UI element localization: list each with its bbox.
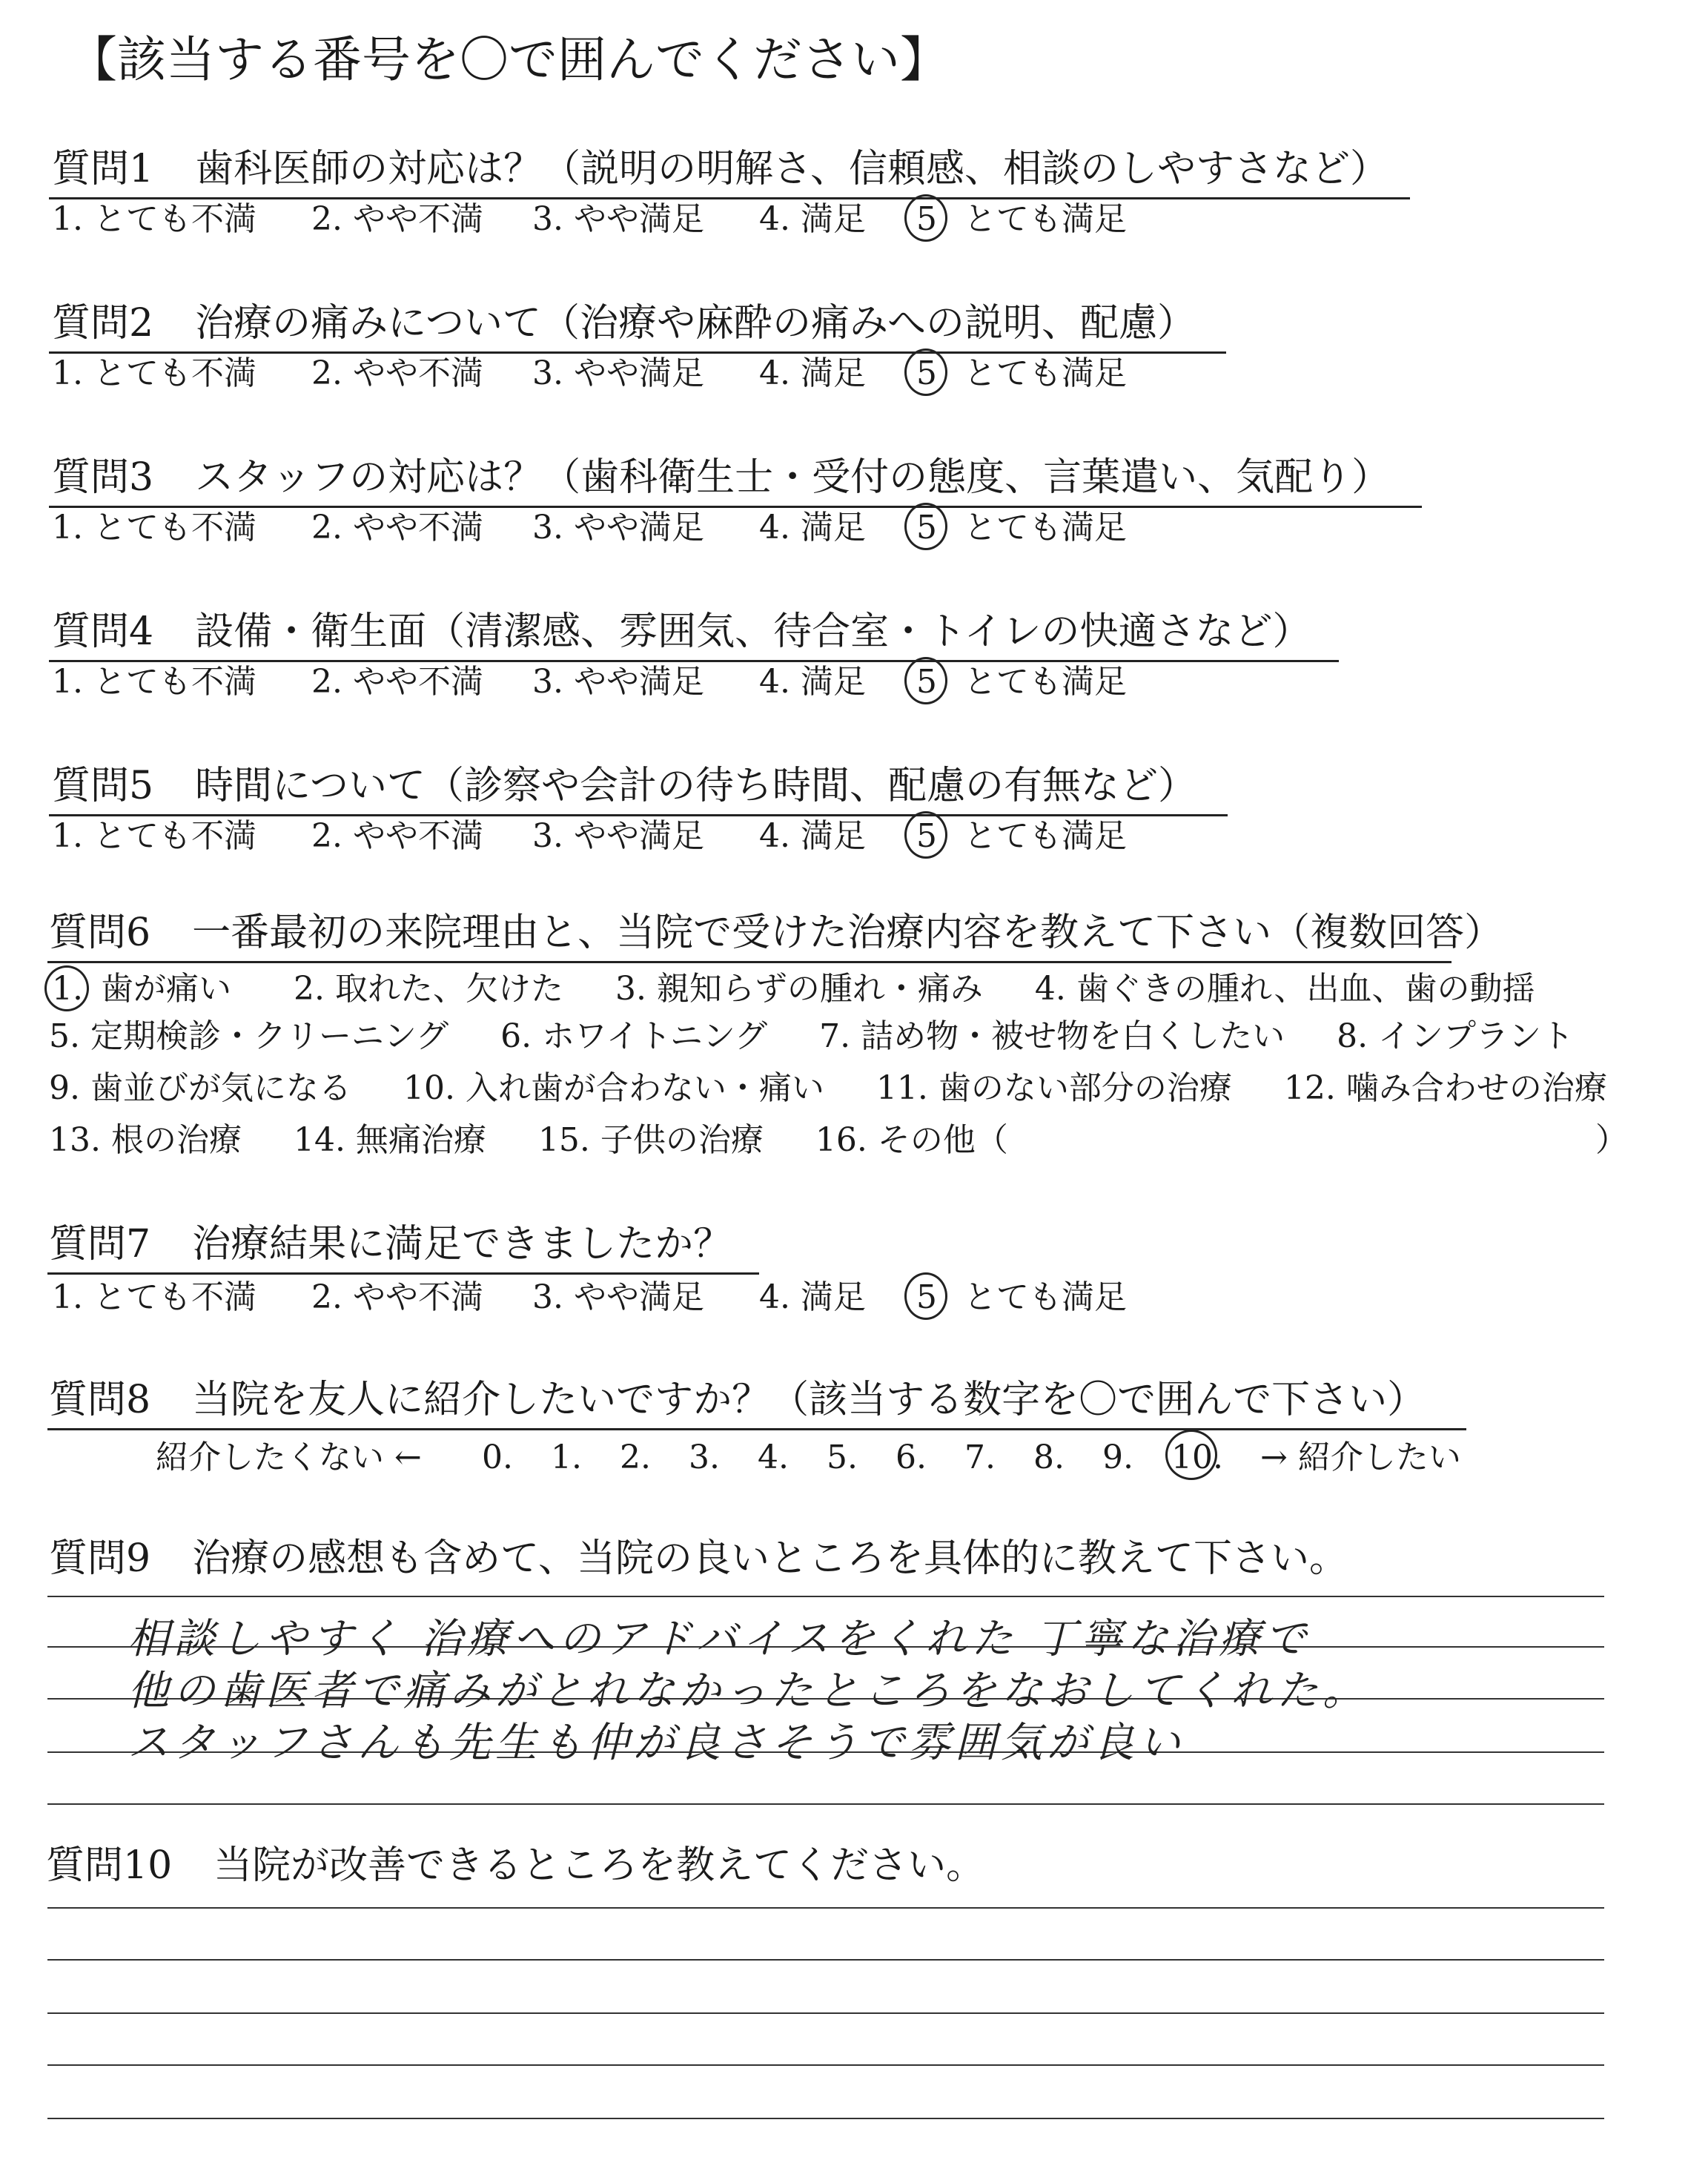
q4-option-5-text: とても満足 (964, 663, 1127, 701)
q1-underline (49, 197, 1410, 199)
q3-option-4[interactable]: 4. 満足 (759, 509, 866, 546)
q1-header (52, 147, 1389, 191)
q5-option-4[interactable]: 4. 満足 (759, 817, 866, 855)
q8-option-8[interactable]: 8. (1033, 1439, 1065, 1476)
q6-row-1 (52, 970, 1535, 1008)
q4-option-5-number[interactable]: 5 (916, 663, 937, 701)
q5-option-3[interactable]: 3. やや満足 (532, 817, 704, 855)
q6-option-14[interactable]: 14. 無痛治療 (293, 1121, 486, 1159)
q5-option-2[interactable]: 2. やや不満 (311, 817, 483, 855)
form-title: 【該当する番号を〇で囲んでください】 (68, 31, 949, 88)
q7-label: 質問7 (49, 1222, 151, 1266)
q10-text: 当院が改善できるところを教えてください。 (214, 1843, 985, 1888)
q9-rule-5 (47, 1803, 1604, 1805)
q1-option-4[interactable]: 4. 満足 (759, 200, 866, 238)
q8-text: 当院を友人に紹介したいですか？（該当する数字を〇で囲んで下さい） (192, 1378, 1426, 1422)
q8-option-9[interactable]: 9. (1102, 1439, 1133, 1476)
q8-option-4[interactable]: 4. (758, 1439, 789, 1476)
q2-header (52, 301, 1196, 346)
q2-answer-circle (904, 349, 947, 396)
q9-label: 質問9 (49, 1536, 151, 1581)
q6-text: 一番最初の来院理由と、当院で受けた治療内容を教えて下さい（複数回答） (192, 911, 1503, 955)
q2-underline (49, 351, 1226, 354)
q6-option-8[interactable]: 8. インプラント (1337, 1017, 1575, 1055)
q7-text: 治療結果に満足できましたか？ (192, 1222, 732, 1266)
q8-left-label: 紹介したくない ← (156, 1439, 422, 1476)
q7-option-1[interactable]: 1. とても不満 (52, 1278, 256, 1316)
q1-label: 質問1 (52, 147, 154, 191)
q1-option-5-number[interactable]: 5 (916, 200, 937, 238)
q5-header (52, 764, 1197, 808)
q2-option-5-number[interactable]: 5 (916, 354, 937, 392)
q6-option-6[interactable]: 6. ホワイトニング (500, 1017, 768, 1055)
q9-text: 治療の感想も含めて、当院の良いところを具体的に教えて下さい。 (192, 1536, 1348, 1581)
q10-rule-5 (47, 2118, 1604, 2119)
q8-option-0[interactable]: 0. (482, 1439, 513, 1476)
q8-answer-circle (1165, 1430, 1217, 1480)
q4-option-1[interactable]: 1. とても不満 (52, 663, 256, 701)
q1-option-5-text: とても満足 (964, 200, 1127, 238)
q1-text: 歯科医師の対応は？（説明の明解さ、信頼感、相談のしやすさなど） (195, 147, 1389, 191)
q5-text: 時間について（診察や会計の待ち時間、配慮の有無など） (195, 764, 1197, 808)
q5-option-5-text: とても満足 (964, 817, 1127, 855)
q6-option-1-text: 歯が痛い (100, 970, 231, 1008)
q6-option-15[interactable]: 15. 子供の治療 (537, 1121, 764, 1159)
q2-option-5-text: とても満足 (964, 354, 1127, 392)
q9-header (49, 1536, 1348, 1581)
q6-header (49, 911, 1503, 955)
q4-option-4[interactable]: 4. 満足 (759, 663, 866, 701)
q8-option-10[interactable]: 10. (1171, 1439, 1223, 1476)
q3-answer-circle (904, 503, 947, 550)
q3-option-3[interactable]: 3. やや満足 (532, 509, 704, 546)
q6-option-13[interactable]: 13. 根の治療 (49, 1121, 242, 1159)
q9-answer-line-2: 他の歯医者で痛みがとれなかったところをなおしてくれた。 (128, 1667, 1368, 1715)
q10-rule-4 (47, 2064, 1604, 2066)
q7-option-5-number[interactable]: 5 (916, 1278, 937, 1316)
q1-option-3[interactable]: 3. やや満足 (532, 200, 704, 238)
q9-answer-line-1: 相談しやすく 治療へのアドバイスをくれた 丁寧な治療で (128, 1615, 1311, 1663)
q5-option-1[interactable]: 1. とても不満 (52, 817, 256, 855)
q8-option-6[interactable]: 6. (896, 1439, 927, 1476)
q6-option-16[interactable]: 16. その他（ (815, 1121, 1008, 1159)
q8-header (49, 1378, 1426, 1422)
q7-header (49, 1222, 732, 1266)
q10-label: 質問10 (46, 1843, 173, 1888)
q1-option-1[interactable]: 1. とても不満 (52, 200, 256, 238)
q4-option-3[interactable]: 3. やや満足 (532, 663, 704, 701)
q3-option-5-text: とても満足 (964, 509, 1127, 546)
q10-rule-2 (47, 1959, 1604, 1961)
q7-answer-circle (904, 1272, 947, 1320)
q6-row-3 (49, 1069, 1607, 1107)
q5-underline (49, 814, 1228, 816)
q6-row-2 (49, 1017, 1575, 1055)
q6-option-7[interactable]: 7. 詰め物・被せ物を白くしたい (819, 1017, 1285, 1055)
q9-answer-line-3: スタッフさんも先生も仲が良さそうで雰囲気が良い (128, 1719, 1185, 1767)
q4-text: 設備・衛生面（清潔感、雰囲気、待合室・トイレの快適さなど） (195, 610, 1311, 654)
q7-underline (47, 1272, 759, 1275)
q6-option-2[interactable]: 2. 取れた、欠けた (293, 970, 563, 1008)
q10-header (46, 1843, 985, 1888)
q6-label: 質問6 (49, 911, 151, 955)
q8-option-7[interactable]: 7. (964, 1439, 996, 1476)
q6-option-5[interactable]: 5. 定期検診・クリーニング (49, 1017, 449, 1055)
q3-underline (49, 506, 1422, 508)
q6-row-4 (49, 1121, 1628, 1159)
q5-label: 質問5 (52, 764, 154, 808)
q6-option-9[interactable]: 9. 歯並びが気になる (49, 1069, 351, 1107)
q8-option-3[interactable]: 3. (689, 1439, 720, 1476)
q8-right-label: → 紹介したい (1260, 1439, 1461, 1476)
q2-option-4[interactable]: 4. 満足 (759, 354, 866, 392)
q4-option-2[interactable]: 2. やや不満 (311, 663, 483, 701)
q7-option-5-text: とても満足 (964, 1278, 1127, 1316)
q3-label: 質問3 (52, 455, 154, 500)
q6-other-close: ） (1595, 1121, 1628, 1159)
q2-option-2[interactable]: 2. やや不満 (311, 354, 483, 392)
q2-label: 質問2 (52, 301, 154, 346)
q1-answer-circle (904, 194, 947, 242)
q6-option-10[interactable]: 10. 入れ歯が合わない・痛い (403, 1069, 824, 1107)
q3-option-2[interactable]: 2. やや不満 (311, 509, 483, 546)
q2-option-3[interactable]: 3. やや満足 (532, 354, 704, 392)
q6-option-3[interactable]: 3. 親知らずの腫れ・痛み (615, 970, 983, 1008)
q5-option-5-number[interactable]: 5 (916, 817, 937, 855)
q7-option-2[interactable]: 2. やや不満 (311, 1278, 483, 1316)
q4-header (52, 610, 1311, 654)
q8-underline (47, 1428, 1466, 1430)
q9-rule-1 (47, 1596, 1604, 1597)
q2-option-1[interactable]: 1. とても不満 (52, 354, 256, 392)
q3-text: スタッフの対応は？（歯科衛生士・受付の態度、言葉遣い、気配り） (195, 455, 1391, 500)
q8-option-2[interactable]: 2. (620, 1439, 651, 1476)
q3-option-5-number[interactable]: 5 (916, 509, 937, 546)
q7-option-4[interactable]: 4. 満足 (759, 1278, 866, 1316)
q3-option-1[interactable]: 1. とても不満 (52, 509, 256, 546)
q6-option-12[interactable]: 12. 噛み合わせの治療 (1283, 1069, 1607, 1107)
q10-rule-1 (47, 1907, 1604, 1909)
q8-option-5[interactable]: 5. (827, 1439, 858, 1476)
q8-label: 質問8 (49, 1378, 151, 1422)
q6-option-1[interactable]: 1. 歯が痛い (52, 970, 231, 1008)
q6-option-11[interactable]: 11. 歯のない部分の治療 (875, 1069, 1232, 1107)
q6-underline (47, 961, 1452, 963)
q8-option-1[interactable]: 1. (551, 1439, 582, 1476)
q4-label: 質問4 (52, 610, 154, 654)
q2-text: 治療の痛みについて（治療や麻酔の痛みへの説明、配慮） (195, 301, 1196, 346)
q1-option-2[interactable]: 2. やや不満 (311, 200, 483, 238)
q10-rule-3 (47, 2012, 1604, 2014)
q4-underline (49, 660, 1339, 662)
q7-option-3[interactable]: 3. やや満足 (532, 1278, 704, 1316)
q6-option-4[interactable]: 4. 歯ぐきの腫れ、出血、歯の動揺 (1034, 970, 1535, 1008)
q3-header (52, 455, 1391, 500)
q4-answer-circle (904, 657, 947, 704)
q5-answer-circle (904, 811, 947, 859)
q6-answer-circle (44, 965, 89, 1011)
